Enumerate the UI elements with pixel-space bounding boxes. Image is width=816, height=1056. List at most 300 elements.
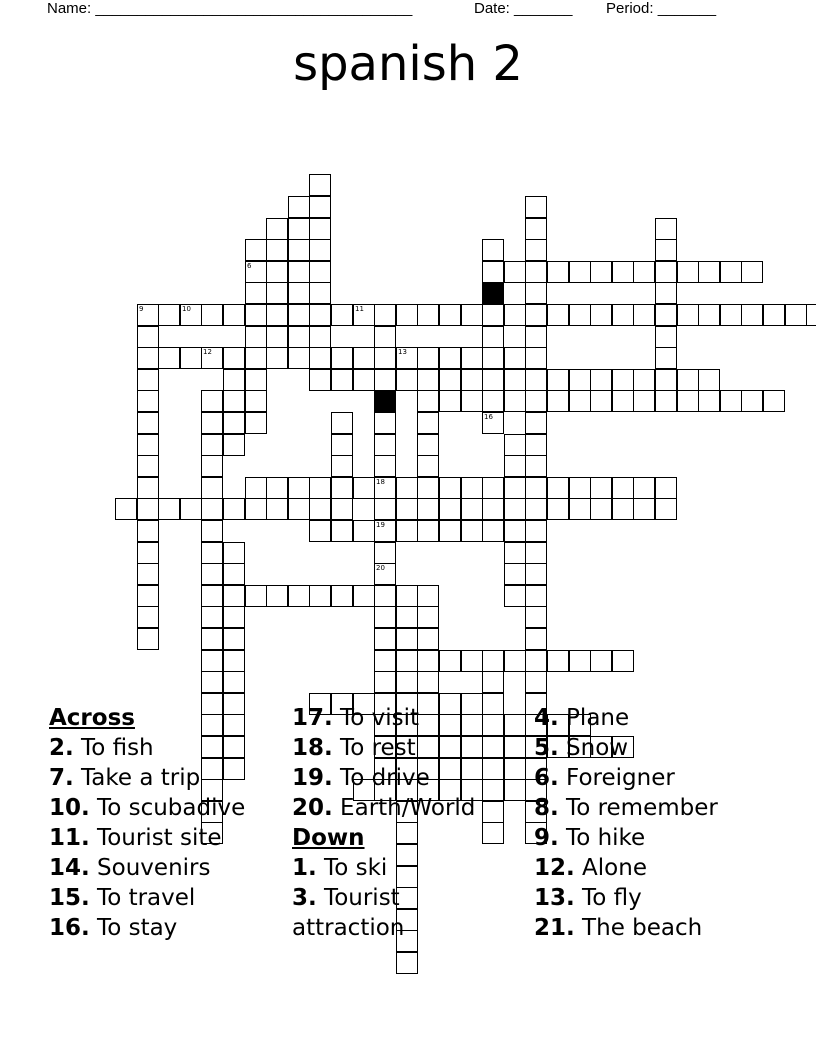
grid-cell[interactable]	[353, 520, 375, 542]
grid-cell[interactable]	[525, 585, 547, 607]
grid-cell[interactable]	[201, 671, 223, 693]
grid-cell[interactable]	[223, 542, 245, 564]
grid-cell[interactable]	[201, 606, 223, 628]
grid-cell[interactable]	[482, 520, 504, 542]
grid-cell[interactable]	[417, 412, 439, 434]
grid-cell[interactable]	[374, 412, 396, 434]
grid-cell[interactable]	[655, 218, 677, 240]
grid-cell[interactable]	[223, 347, 245, 369]
grid-cell[interactable]	[763, 304, 785, 326]
grid-cell[interactable]	[525, 542, 547, 564]
grid-cell[interactable]	[374, 455, 396, 477]
grid-cell[interactable]	[633, 261, 655, 283]
grid-cell[interactable]	[374, 347, 396, 369]
grid-cell[interactable]	[417, 585, 439, 607]
grid-cell[interactable]	[201, 455, 223, 477]
grid-cell[interactable]	[633, 498, 655, 520]
grid-cell[interactable]	[245, 304, 267, 326]
grid-cell[interactable]	[482, 239, 504, 261]
grid-cell[interactable]	[569, 261, 591, 283]
grid-cell[interactable]	[223, 628, 245, 650]
grid-cell[interactable]	[309, 196, 331, 218]
grid-cell[interactable]	[482, 671, 504, 693]
grid-cell[interactable]	[504, 455, 526, 477]
grid-cell[interactable]	[569, 498, 591, 520]
grid-cell[interactable]	[374, 585, 396, 607]
grid-cell[interactable]	[482, 822, 504, 844]
grid-cell[interactable]	[309, 282, 331, 304]
grid-cell[interactable]	[525, 390, 547, 412]
grid-cell[interactable]	[633, 390, 655, 412]
grid-cell[interactable]	[655, 498, 677, 520]
grid-cell[interactable]	[309, 261, 331, 283]
grid-cell[interactable]	[137, 304, 159, 326]
grid-cell[interactable]	[439, 390, 461, 412]
grid-cell[interactable]	[417, 369, 439, 391]
grid-cell[interactable]	[137, 369, 159, 391]
grid-cell[interactable]	[266, 218, 288, 240]
grid-cell[interactable]	[504, 542, 526, 564]
name-field[interactable]: Name: ______________________________________	[47, 0, 413, 17]
grid-cell[interactable]	[374, 650, 396, 672]
grid-cell[interactable]	[547, 477, 569, 499]
grid-cell[interactable]	[439, 520, 461, 542]
grid-cell[interactable]	[504, 650, 526, 672]
grid-cell[interactable]	[331, 498, 353, 520]
grid-cell[interactable]	[698, 369, 720, 391]
grid-cell[interactable]	[439, 347, 461, 369]
grid-cell[interactable]	[374, 326, 396, 348]
grid-cell[interactable]	[288, 326, 310, 348]
grid-cell[interactable]	[374, 542, 396, 564]
grid-cell[interactable]	[288, 218, 310, 240]
grid-cell[interactable]	[353, 477, 375, 499]
grid-cell[interactable]	[439, 369, 461, 391]
grid-cell[interactable]	[137, 347, 159, 369]
grid-cell[interactable]	[612, 369, 634, 391]
grid-cell[interactable]	[288, 304, 310, 326]
grid-cell[interactable]	[288, 196, 310, 218]
grid-cell[interactable]	[223, 563, 245, 585]
grid-cell[interactable]	[396, 952, 418, 974]
grid-cell[interactable]	[439, 498, 461, 520]
grid-cell[interactable]	[245, 390, 267, 412]
grid-cell[interactable]	[288, 477, 310, 499]
grid-cell[interactable]	[115, 498, 137, 520]
grid-cell[interactable]	[525, 369, 547, 391]
grid-cell[interactable]	[504, 477, 526, 499]
grid-cell[interactable]	[180, 498, 202, 520]
grid-cell[interactable]	[655, 304, 677, 326]
grid-cell[interactable]	[137, 606, 159, 628]
grid-cell[interactable]	[655, 326, 677, 348]
grid-cell[interactable]	[417, 477, 439, 499]
grid-cell[interactable]	[482, 498, 504, 520]
grid-cell[interactable]	[417, 520, 439, 542]
grid-cell[interactable]	[331, 304, 353, 326]
grid-cell[interactable]	[396, 520, 418, 542]
grid-cell[interactable]	[482, 779, 504, 801]
grid-cell[interactable]	[655, 369, 677, 391]
grid-cell[interactable]	[266, 326, 288, 348]
grid-cell[interactable]	[137, 628, 159, 650]
grid-cell[interactable]	[396, 628, 418, 650]
grid-cell[interactable]	[223, 390, 245, 412]
grid-cell[interactable]	[482, 477, 504, 499]
grid-cell[interactable]	[180, 304, 202, 326]
grid-cell[interactable]	[309, 498, 331, 520]
grid-cell[interactable]	[353, 585, 375, 607]
grid-cell[interactable]	[504, 261, 526, 283]
grid-cell[interactable]	[525, 455, 547, 477]
grid-cell[interactable]	[525, 671, 547, 693]
grid-cell[interactable]	[245, 412, 267, 434]
grid-cell[interactable]	[331, 434, 353, 456]
grid-cell[interactable]	[612, 261, 634, 283]
grid-cell[interactable]	[137, 520, 159, 542]
grid-cell[interactable]	[612, 498, 634, 520]
grid-cell[interactable]	[201, 347, 223, 369]
grid-cell[interactable]	[482, 801, 504, 823]
grid-cell[interactable]	[525, 477, 547, 499]
grid-cell[interactable]	[396, 304, 418, 326]
grid-cell[interactable]	[137, 455, 159, 477]
grid-cell[interactable]	[504, 520, 526, 542]
grid-cell[interactable]	[137, 412, 159, 434]
grid-cell[interactable]	[461, 347, 483, 369]
grid-cell[interactable]	[461, 369, 483, 391]
grid-cell[interactable]	[396, 606, 418, 628]
grid-cell[interactable]	[266, 347, 288, 369]
grid-cell[interactable]	[547, 261, 569, 283]
grid-cell[interactable]	[201, 412, 223, 434]
grid-cell[interactable]	[569, 477, 591, 499]
grid-cell[interactable]	[331, 455, 353, 477]
grid-cell[interactable]	[525, 412, 547, 434]
grid-cell[interactable]	[266, 477, 288, 499]
grid-cell[interactable]	[569, 304, 591, 326]
grid-cell[interactable]	[547, 304, 569, 326]
grid-cell[interactable]	[590, 304, 612, 326]
grid-cell[interactable]	[504, 563, 526, 585]
grid-cell[interactable]	[223, 369, 245, 391]
grid-cell[interactable]	[158, 498, 180, 520]
grid-cell[interactable]	[763, 390, 785, 412]
grid-cell[interactable]	[482, 650, 504, 672]
grid-cell[interactable]	[309, 477, 331, 499]
grid-cell[interactable]	[201, 434, 223, 456]
grid-cell[interactable]	[590, 369, 612, 391]
grid-cell[interactable]	[655, 390, 677, 412]
grid-cell[interactable]	[677, 390, 699, 412]
grid-cell[interactable]	[158, 347, 180, 369]
grid-cell[interactable]	[201, 520, 223, 542]
grid-cell[interactable]	[288, 239, 310, 261]
grid-cell[interactable]	[482, 390, 504, 412]
grid-cell[interactable]	[266, 304, 288, 326]
grid-cell[interactable]	[547, 498, 569, 520]
grid-cell[interactable]	[288, 585, 310, 607]
grid-cell[interactable]	[374, 606, 396, 628]
grid-cell[interactable]	[158, 304, 180, 326]
grid-cell[interactable]	[223, 304, 245, 326]
grid-cell[interactable]	[137, 542, 159, 564]
grid-cell[interactable]	[525, 563, 547, 585]
grid-cell[interactable]	[720, 304, 742, 326]
grid-cell[interactable]	[245, 347, 267, 369]
grid-cell[interactable]	[590, 390, 612, 412]
grid-cell[interactable]	[482, 347, 504, 369]
grid-cell[interactable]	[547, 390, 569, 412]
grid-cell[interactable]	[525, 218, 547, 240]
grid-cell[interactable]	[266, 282, 288, 304]
grid-cell[interactable]	[309, 347, 331, 369]
grid-cell[interactable]	[245, 477, 267, 499]
grid-cell[interactable]	[417, 304, 439, 326]
grid-cell[interactable]	[547, 650, 569, 672]
grid-cell[interactable]	[720, 261, 742, 283]
grid-cell[interactable]	[417, 671, 439, 693]
grid-cell[interactable]	[266, 261, 288, 283]
grid-cell[interactable]	[353, 304, 375, 326]
grid-cell[interactable]	[223, 585, 245, 607]
grid-cell[interactable]	[309, 304, 331, 326]
grid-cell[interactable]	[201, 628, 223, 650]
grid-cell[interactable]	[374, 498, 396, 520]
grid-cell[interactable]	[525, 498, 547, 520]
grid-cell[interactable]	[806, 304, 816, 326]
grid-cell[interactable]	[655, 239, 677, 261]
grid-cell[interactable]	[266, 498, 288, 520]
grid-cell[interactable]	[525, 261, 547, 283]
grid-cell[interactable]	[569, 369, 591, 391]
grid-cell[interactable]	[331, 585, 353, 607]
grid-cell[interactable]	[245, 585, 267, 607]
grid-cell[interactable]	[741, 261, 763, 283]
grid-cell[interactable]	[137, 563, 159, 585]
grid-cell[interactable]	[504, 347, 526, 369]
grid-cell[interactable]	[525, 520, 547, 542]
grid-cell[interactable]	[525, 606, 547, 628]
grid-cell[interactable]	[288, 498, 310, 520]
grid-cell[interactable]	[245, 239, 267, 261]
grid-cell[interactable]	[720, 390, 742, 412]
grid-cell[interactable]	[525, 196, 547, 218]
grid-cell[interactable]	[569, 390, 591, 412]
grid-cell[interactable]	[309, 585, 331, 607]
grid-cell[interactable]	[353, 369, 375, 391]
grid-cell[interactable]	[590, 477, 612, 499]
grid-cell[interactable]	[396, 498, 418, 520]
grid-cell[interactable]	[245, 326, 267, 348]
grid-cell[interactable]	[309, 239, 331, 261]
grid-cell[interactable]	[547, 369, 569, 391]
grid-cell[interactable]	[612, 390, 634, 412]
grid-cell[interactable]	[309, 369, 331, 391]
grid-cell[interactable]	[698, 261, 720, 283]
grid-cell[interactable]	[482, 714, 504, 736]
grid-cell[interactable]	[223, 650, 245, 672]
grid-cell[interactable]	[590, 650, 612, 672]
grid-cell[interactable]	[439, 304, 461, 326]
grid-cell[interactable]	[374, 369, 396, 391]
grid-cell[interactable]	[677, 369, 699, 391]
grid-cell[interactable]	[461, 520, 483, 542]
grid-cell[interactable]	[266, 585, 288, 607]
grid-cell[interactable]	[374, 520, 396, 542]
grid-cell[interactable]	[374, 628, 396, 650]
grid-cell[interactable]	[741, 390, 763, 412]
date-field[interactable]: Date: _______	[474, 0, 573, 17]
grid-cell[interactable]	[525, 304, 547, 326]
grid-cell[interactable]	[137, 585, 159, 607]
grid-cell[interactable]	[525, 326, 547, 348]
grid-cell[interactable]	[331, 369, 353, 391]
grid-cell[interactable]	[309, 218, 331, 240]
grid-cell[interactable]	[309, 326, 331, 348]
grid-cell[interactable]	[569, 650, 591, 672]
grid-cell[interactable]	[417, 628, 439, 650]
grid-cell[interactable]	[309, 174, 331, 196]
grid-cell[interactable]	[612, 650, 634, 672]
grid-cell[interactable]	[309, 520, 331, 542]
grid-cell[interactable]	[396, 369, 418, 391]
grid-cell[interactable]	[396, 585, 418, 607]
grid-cell[interactable]	[655, 347, 677, 369]
grid-cell[interactable]	[137, 477, 159, 499]
grid-cell[interactable]	[461, 390, 483, 412]
grid-cell[interactable]	[417, 347, 439, 369]
grid-cell[interactable]	[374, 671, 396, 693]
grid-cell[interactable]	[288, 282, 310, 304]
grid-cell[interactable]	[482, 412, 504, 434]
grid-cell[interactable]	[137, 390, 159, 412]
grid-cell[interactable]	[396, 477, 418, 499]
period-field[interactable]: Period: _______	[606, 0, 717, 17]
grid-cell[interactable]	[374, 434, 396, 456]
grid-cell[interactable]	[482, 736, 504, 758]
grid-cell[interactable]	[482, 693, 504, 715]
grid-cell[interactable]	[482, 304, 504, 326]
grid-cell[interactable]	[374, 304, 396, 326]
grid-cell[interactable]	[417, 650, 439, 672]
grid-cell[interactable]	[504, 585, 526, 607]
grid-cell[interactable]	[137, 498, 159, 520]
grid-cell[interactable]	[655, 261, 677, 283]
grid-cell[interactable]	[331, 520, 353, 542]
grid-cell[interactable]	[201, 304, 223, 326]
grid-cell[interactable]	[785, 304, 807, 326]
grid-cell[interactable]	[504, 779, 526, 801]
grid-cell[interactable]	[633, 369, 655, 391]
grid-cell[interactable]	[396, 650, 418, 672]
grid-cell[interactable]	[612, 304, 634, 326]
grid-cell[interactable]	[633, 477, 655, 499]
grid-cell[interactable]	[461, 477, 483, 499]
grid-cell[interactable]	[439, 650, 461, 672]
grid-cell[interactable]	[504, 304, 526, 326]
grid-cell[interactable]	[482, 261, 504, 283]
grid-cell[interactable]	[245, 282, 267, 304]
grid-cell[interactable]	[353, 347, 375, 369]
grid-cell[interactable]	[461, 498, 483, 520]
grid-cell[interactable]	[374, 563, 396, 585]
grid-cell[interactable]	[677, 304, 699, 326]
grid-cell[interactable]	[245, 261, 267, 283]
grid-cell[interactable]	[482, 758, 504, 780]
grid-cell[interactable]	[482, 326, 504, 348]
grid-cell[interactable]	[417, 606, 439, 628]
grid-cell[interactable]	[525, 239, 547, 261]
grid-cell[interactable]	[266, 239, 288, 261]
grid-cell[interactable]	[504, 434, 526, 456]
grid-cell[interactable]	[525, 434, 547, 456]
grid-cell[interactable]	[590, 498, 612, 520]
grid-cell[interactable]	[698, 304, 720, 326]
grid-cell[interactable]	[223, 434, 245, 456]
grid-cell[interactable]	[201, 542, 223, 564]
grid-cell[interactable]	[612, 477, 634, 499]
grid-cell[interactable]	[417, 390, 439, 412]
grid-cell[interactable]	[201, 390, 223, 412]
grid-cell[interactable]	[201, 563, 223, 585]
grid-cell[interactable]	[525, 628, 547, 650]
grid-cell[interactable]	[461, 650, 483, 672]
grid-cell[interactable]	[655, 282, 677, 304]
grid-cell[interactable]	[201, 477, 223, 499]
grid-cell[interactable]	[331, 477, 353, 499]
grid-cell[interactable]	[590, 261, 612, 283]
grid-cell[interactable]	[396, 347, 418, 369]
grid-cell[interactable]	[439, 477, 461, 499]
grid-cell[interactable]	[504, 390, 526, 412]
grid-cell[interactable]	[741, 304, 763, 326]
grid-cell[interactable]	[525, 650, 547, 672]
grid-cell[interactable]	[201, 585, 223, 607]
grid-cell[interactable]	[201, 650, 223, 672]
grid-cell[interactable]	[223, 412, 245, 434]
grid-cell[interactable]	[461, 304, 483, 326]
grid-cell[interactable]	[137, 434, 159, 456]
grid-cell[interactable]	[417, 434, 439, 456]
grid-cell[interactable]	[655, 477, 677, 499]
grid-cell[interactable]	[504, 758, 526, 780]
grid-cell[interactable]	[288, 261, 310, 283]
grid-cell[interactable]	[698, 390, 720, 412]
grid-cell[interactable]	[504, 498, 526, 520]
grid-cell[interactable]	[504, 714, 526, 736]
grid-cell[interactable]	[525, 282, 547, 304]
grid-cell[interactable]	[331, 347, 353, 369]
grid-cell[interactable]	[396, 671, 418, 693]
grid-cell[interactable]	[482, 369, 504, 391]
grid-cell[interactable]	[201, 498, 223, 520]
grid-cell[interactable]	[417, 455, 439, 477]
grid-cell[interactable]	[245, 498, 267, 520]
grid-cell[interactable]	[633, 304, 655, 326]
grid-cell[interactable]	[223, 671, 245, 693]
grid-cell[interactable]	[180, 347, 202, 369]
grid-cell[interactable]	[504, 736, 526, 758]
grid-cell[interactable]	[245, 369, 267, 391]
grid-cell[interactable]	[288, 347, 310, 369]
grid-cell[interactable]	[677, 261, 699, 283]
grid-cell[interactable]	[504, 369, 526, 391]
grid-cell[interactable]	[223, 606, 245, 628]
grid-cell[interactable]	[137, 326, 159, 348]
grid-cell[interactable]	[525, 347, 547, 369]
grid-cell[interactable]	[331, 412, 353, 434]
